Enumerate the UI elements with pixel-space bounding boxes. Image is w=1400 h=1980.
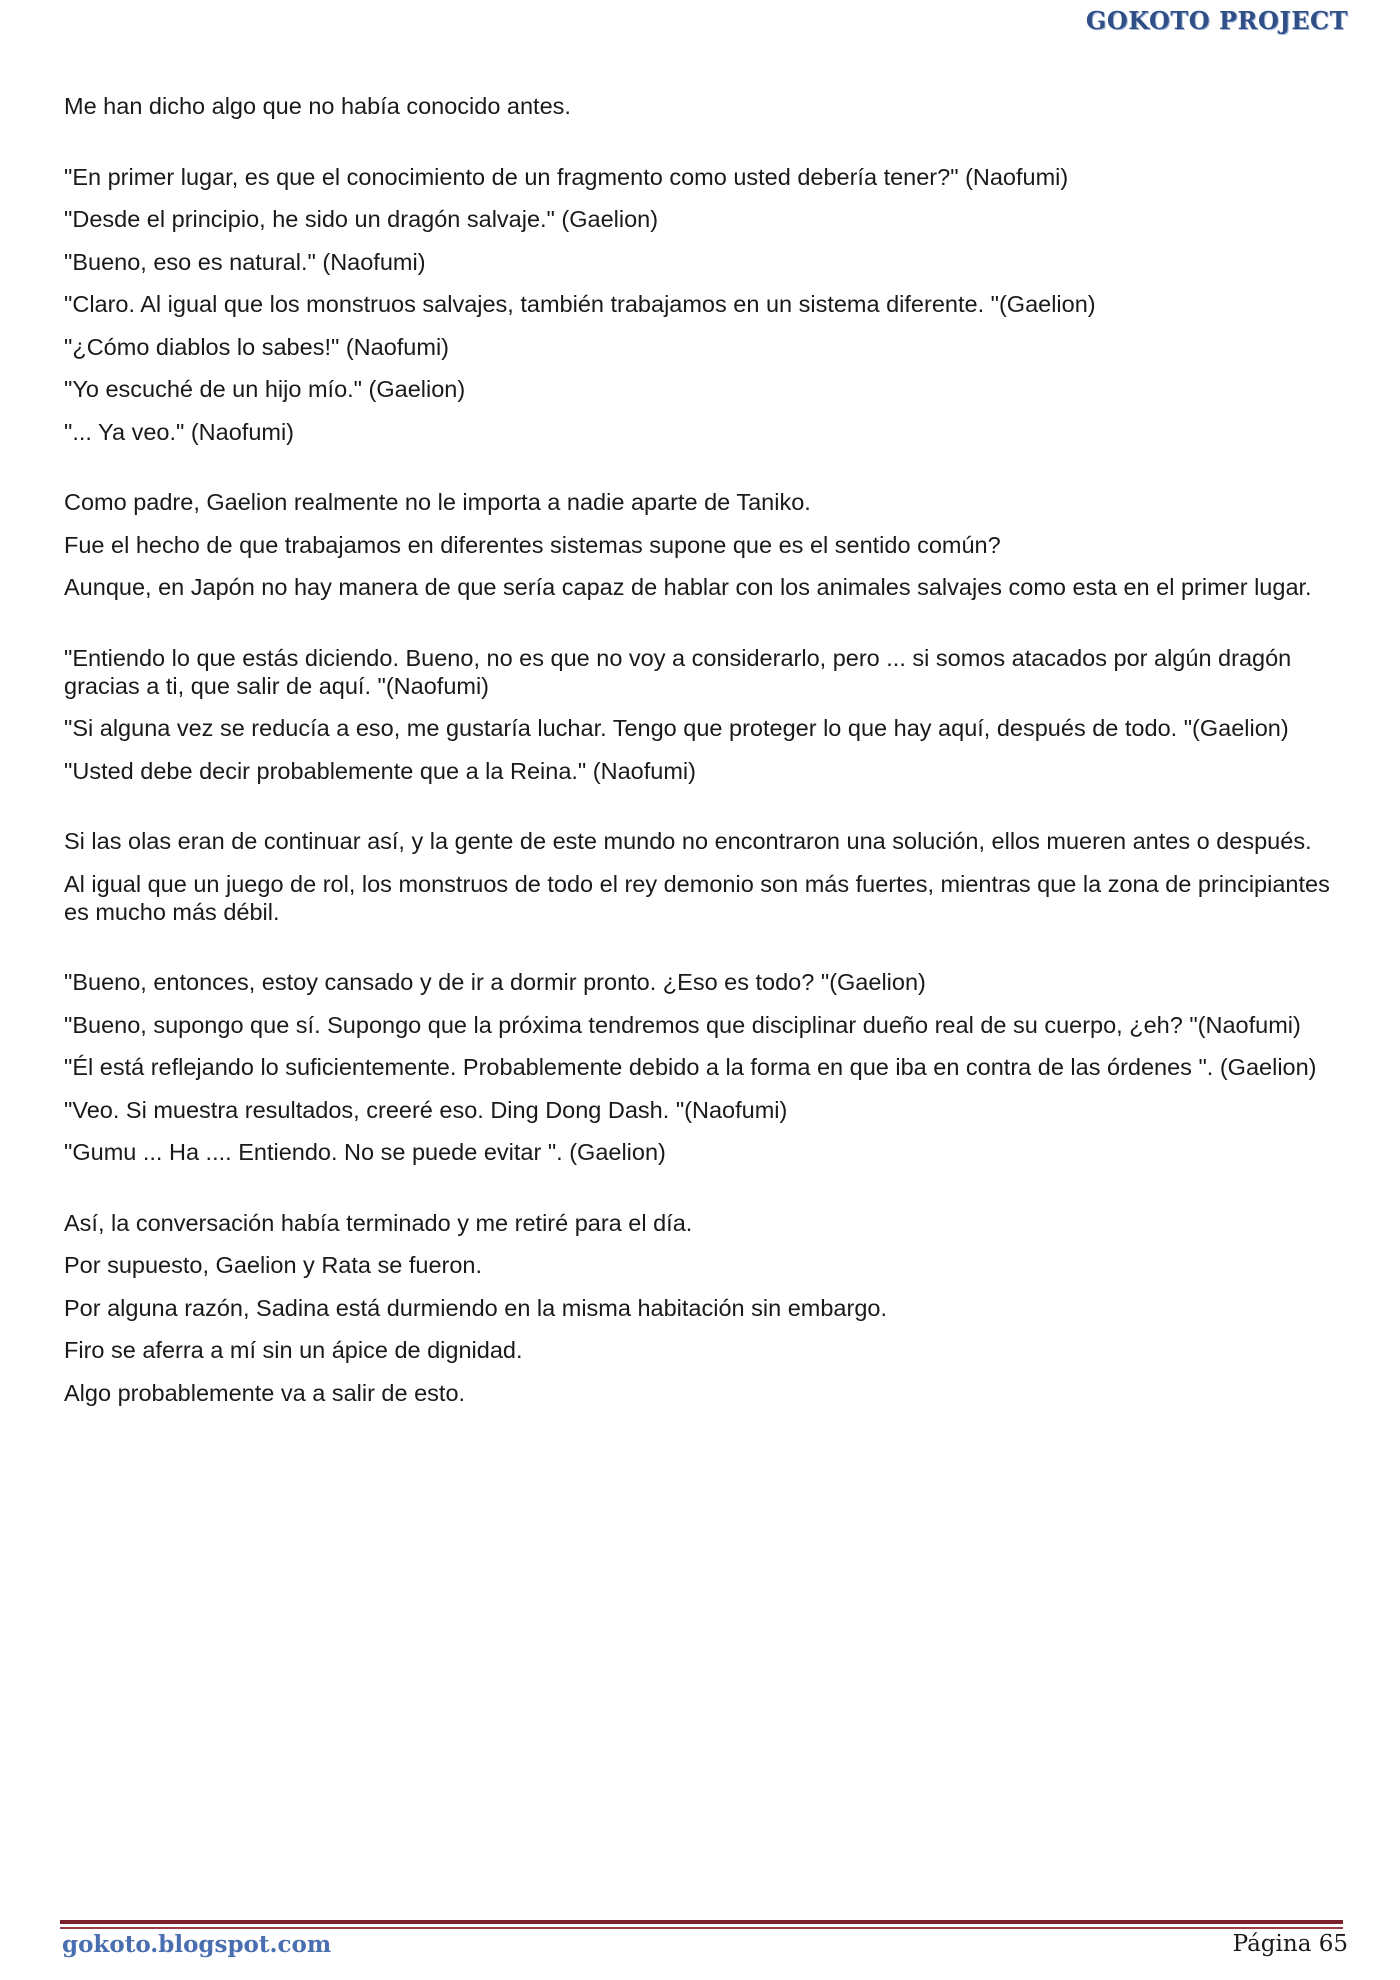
paragraph-gap bbox=[64, 799, 1334, 827]
dialogue-line: "En primer lugar, es que el conocimiento de un fragmento como usted debería tener?" (Naofumi) bbox=[64, 163, 1069, 190]
dialogue-line: "Entiendo lo que estás diciendo. Bueno, no es que no voy a considerarlo, pero ... si somos atacados por algún dragón gracias a ti, que salir de aquí. "(Naofumi) bbox=[64, 644, 1292, 699]
paragraph: Firo se aferra a mí sin un ápice de dignidad. bbox=[64, 1337, 523, 1363]
page-number: Página 65 bbox=[1232, 1931, 1348, 1957]
footer-rule-thin bbox=[60, 1927, 1343, 1929]
paragraph: Me han dicho algo que no había conocido antes. bbox=[64, 93, 571, 119]
paragraph: Al igual que un juego de rol, los monstruos de todo el rey demonio son más fuertes, mientras que la zona de principiantes es mucho más débil. bbox=[64, 870, 1330, 925]
paragraph-gap bbox=[64, 1181, 1334, 1209]
paragraph-gap bbox=[64, 940, 1334, 968]
dialogue-line: "Yo escuché de un hijo mío." (Gaelion) bbox=[64, 376, 466, 402]
dialogue-line: "Bueno, supongo que sí. Supongo que la próxima tendremos que disciplinar dueño real de su cuerpo, ¿eh? "(Naofumi) bbox=[64, 1011, 1301, 1038]
paragraph: Si las olas eran de continuar así, y la gente de este mundo no encontraron una solución, ellos mueren antes o después. bbox=[64, 828, 1312, 854]
dialogue-line: "Claro. Al igual que los monstruos salvajes, también trabajamos en un sistema diferente. "(Gaelion) bbox=[64, 291, 1096, 317]
dialogue-line: "... Ya veo." (Naofumi) bbox=[64, 418, 295, 445]
paragraph: Algo probablemente va a salir de esto. bbox=[64, 1379, 466, 1406]
dialogue-line: "Desde el principio, he sido un dragón salvaje." (Gaelion) bbox=[64, 206, 659, 232]
paragraph-gap bbox=[64, 616, 1334, 644]
dialogue-line: "Bueno, eso es natural." (Naofumi) bbox=[64, 248, 426, 275]
dialogue-line: "Él está reflejando lo suficientemente. Probablemente debido a la forma en que iba en contra de las órdenes ". (Gaelion) bbox=[64, 1054, 1317, 1080]
paragraph: Por alguna razón, Sadina está durmiendo en la misma habitación sin embargo. bbox=[64, 1294, 887, 1321]
paragraph-gap bbox=[64, 460, 1334, 488]
dialogue-line: "Usted debe decir probablemente que a la Reina." (Naofumi) bbox=[64, 757, 696, 784]
paragraph: Aunque, en Japón no hay manera de que sería capaz de hablar con los animales salvajes como esta en el primer lugar. bbox=[64, 574, 1312, 600]
paragraph: Como padre, Gaelion realmente no le importa a nadie aparte de Taniko. bbox=[64, 489, 811, 515]
dialogue-line: "Bueno, entonces, estoy cansado y de ir a dormir pronto. ¿Eso es todo? "(Gaelion) bbox=[64, 969, 926, 995]
page-body bbox=[64, 92, 1334, 1421]
footer-rule bbox=[60, 1920, 1343, 1924]
dialogue-line: "¿Cómo diablos lo sabes!" (Naofumi) bbox=[64, 333, 449, 360]
footer-site-link[interactable]: gokoto.blogspot.com bbox=[62, 1931, 332, 1958]
dialogue-line: "Gumu ... Ha .... Entiendo. No se puede evitar ". (Gaelion) bbox=[64, 1139, 666, 1165]
dialogue-line: "Veo. Si muestra resultados, creeré eso. Ding Dong Dash. "(Naofumi) bbox=[64, 1096, 788, 1123]
paragraph-gap bbox=[64, 135, 1334, 163]
dialogue-line: "Si alguna vez se reducía a eso, me gustaría luchar. Tengo que proteger lo que hay aquí, después de todo. "(Gaelion) bbox=[64, 715, 1289, 741]
paragraph: Por supuesto, Gaelion y Rata se fueron. bbox=[64, 1252, 483, 1278]
header-brand: GOKOTO PROJECT bbox=[1085, 6, 1348, 35]
paragraph: Fue el hecho de que trabajamos en diferentes sistemas supone que es el sentido común? bbox=[64, 531, 1001, 558]
paragraph: Así, la conversación había terminado y me retiré para el día. bbox=[64, 1209, 693, 1236]
